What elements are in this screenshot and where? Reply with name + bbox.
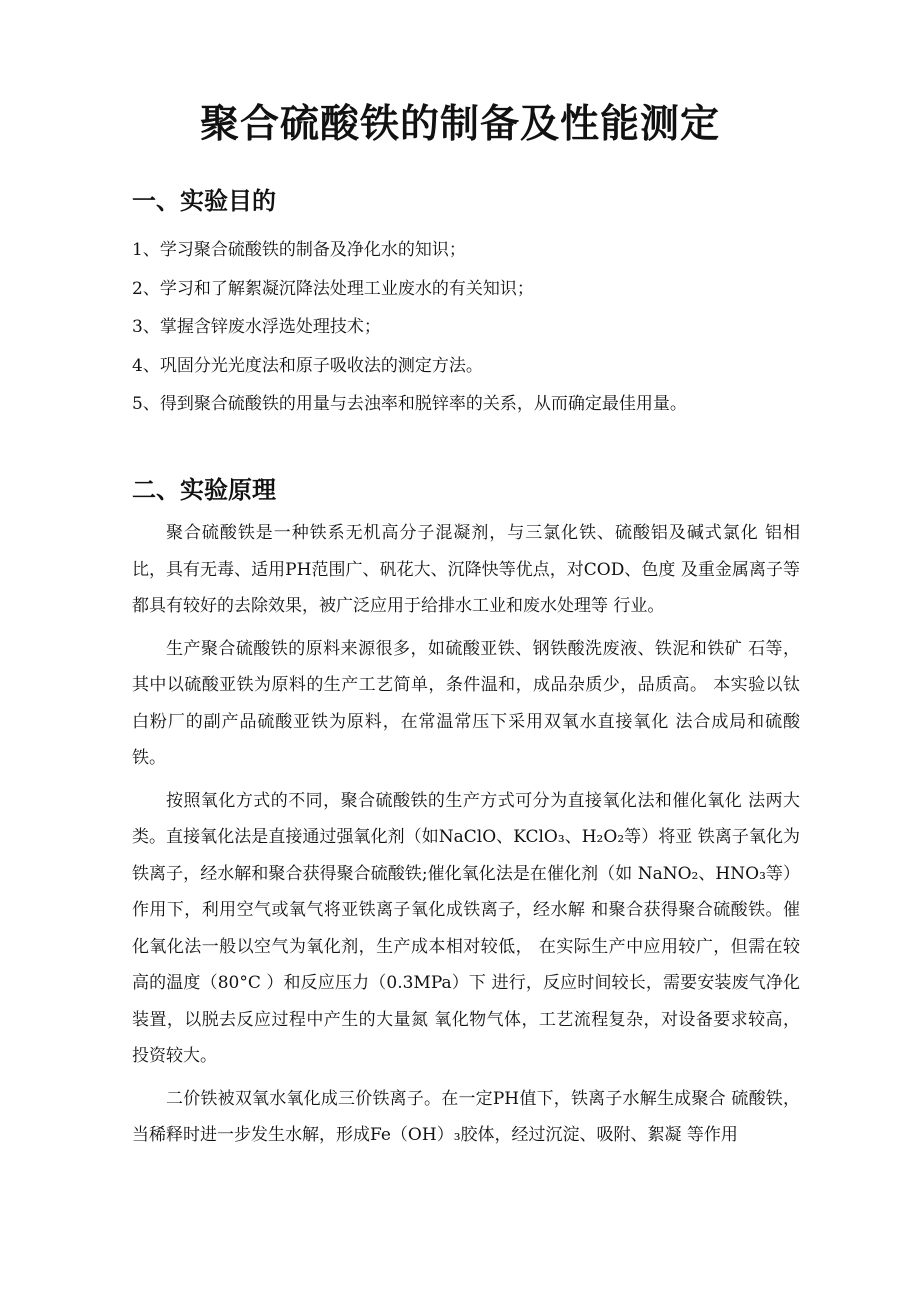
paragraph: 按照氧化方式的不同，聚合硫酸铁的生产方式可分为直接氧化法和催化氧化 法两大类。直接氧化法是直接通过强氧化剂（如NaClO、KClO₃、H₂O₂等）将亚 铁离子氧化为铁离子，经水解和聚合获得聚合硫酸铁;催化氧化法是在催化剂（如 NaNO₂、HNO₃等）作用下，利用空气或氧气将亚铁离子氧化成铁离子，经水解 和聚合获得聚合硫酸铁。催化氧化法一般以空气为氧化剂，生产成本相对较低， 在实际生产中应用较广，但需在较高的温度（80°C ）和反应压力（0.3MPa）下 进行，反应时间较长，需要安装废气净化装置，以脱去反应过程中产生的大量氮 氧化物气体，工艺流程复杂，对设备要求较高，投资较大。 [132, 790, 800, 1066]
section-heading-principle: 二、实验原理 [132, 476, 276, 504]
list-item: 5、得到聚合硫酸铁的用量与去浊率和脱锌率的关系，从而确定最佳用量。 [132, 394, 687, 414]
paragraph: 二价铁被双氧水氧化成三价铁离子。在一定PH值下，铁离子水解生成聚合 硫酸铁，当稀释时进一步发生水解，形成Fe（OH）₃胶体，经过沉淀、吸附、絮凝 等作用 [132, 1088, 800, 1145]
document-title: 聚合硫酸铁的制备及性能测定 [199, 102, 720, 147]
paragraph: 聚合硫酸铁是一种铁系无机高分子混凝剂，与三氯化铁、硫酸铝及碱式氯化 铝相比，具有无毒、适用PH范围广、矾花大、沉降快等优点，对COD、色度 及重金属离子等都具有较好的去除效果，被广泛应用于给排水工业和废水处理等 行业。 [132, 523, 800, 616]
list-item: 4、巩固分光光度法和原子吸收法的测定方法。 [132, 355, 483, 376]
list-item: 1、学习聚合硫酸铁的制备及净化水的知识； [132, 240, 466, 260]
list-item: 2、学习和了解絮凝沉降法处理工业废水的有关知识； [132, 278, 534, 299]
objectives-list [132, 231, 812, 424]
section-heading-objectives: 一、实验目的 [132, 187, 276, 215]
principle-body [132, 515, 800, 1160]
paragraph: 生产聚合硫酸铁的原料来源很多，如硫酸亚铁、钢铁酸洗废液、铁泥和铁矿 石等，其中以硫酸亚铁为原料的生产工艺简单，条件温和，成品杂质少，品质高。 本实验以钛白粉厂的副产品硫酸亚铁为原料，在常温常压下采用双氧水直接氧化 法合成局和硫酸铁。 [132, 638, 800, 768]
list-item: 3、掌握含锌废水浮选处理技术； [132, 317, 381, 337]
